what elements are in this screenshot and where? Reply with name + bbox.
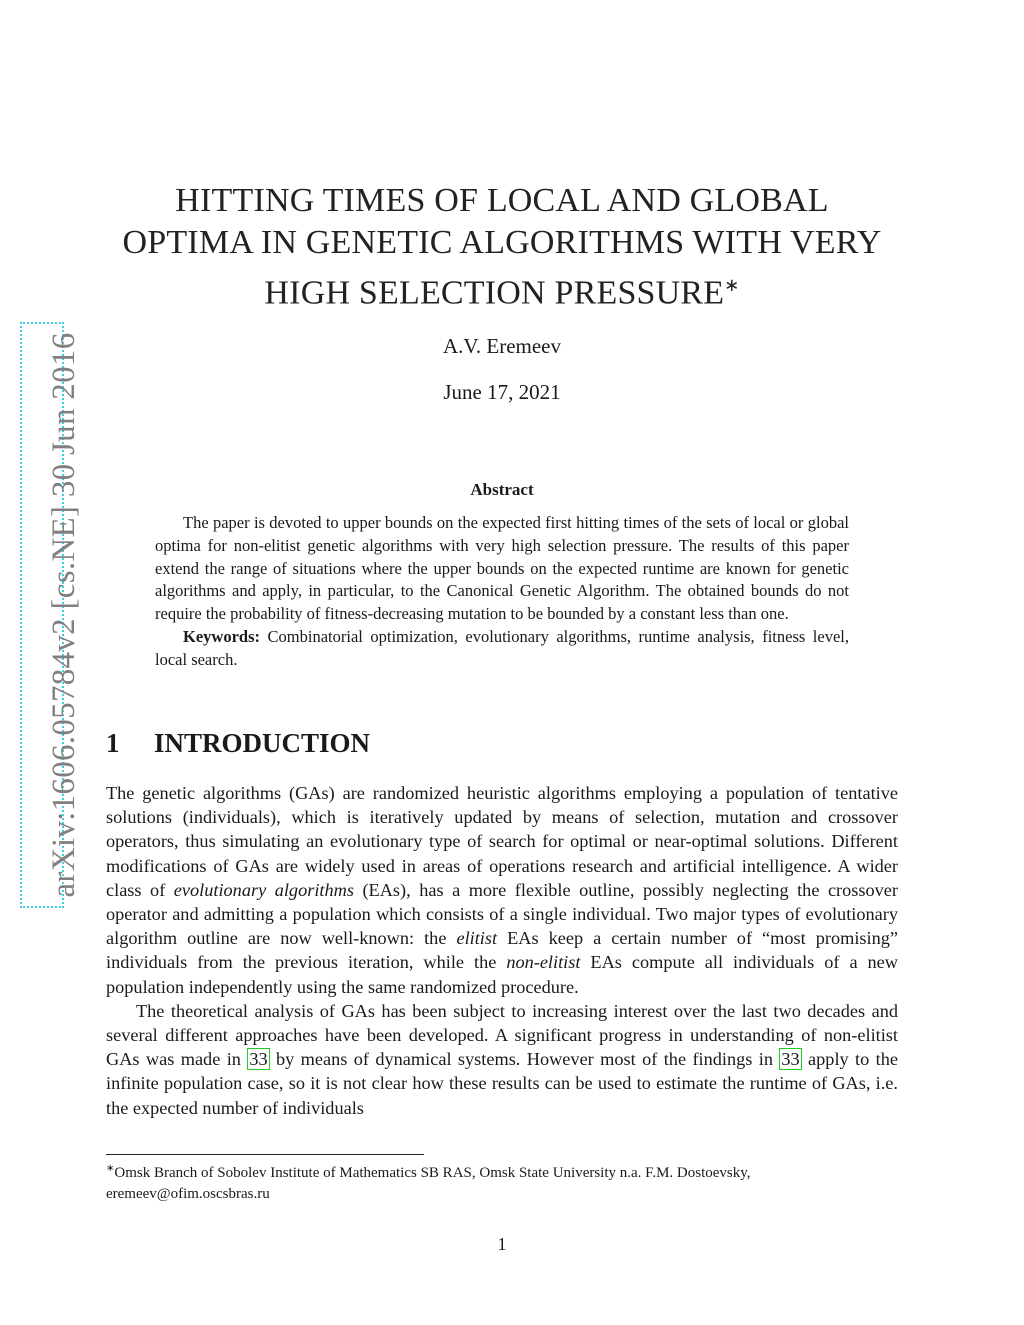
citation-link[interactable]: 33 bbox=[781, 1049, 800, 1070]
title-line-text: HIGH SELECTION PRESSURE bbox=[264, 274, 725, 312]
section-number: 1 bbox=[106, 728, 120, 758]
keywords bbox=[155, 626, 849, 672]
intro-body bbox=[106, 781, 898, 1120]
emphasis: evolutionary algorithms bbox=[173, 879, 354, 900]
text-run: (EAs), has a more flexible outline, possibly neglecting the crossover operator and admitting a population which consists of a single individual. Two major types of evolutionary algorithm outline are now well-known: the bbox=[106, 879, 898, 949]
title-line: OPTIMA IN GENETIC ALGORITHMS WITH VERY bbox=[122, 224, 882, 261]
abstract-text: The paper is devoted to upper bounds on the expected first hitting times of the sets of local or global optima for non-elitist genetic algorithms with very high selection pressure. The results of this paper extend the range of situations where the upper bounds on the expected runtime are known for genetic algorithms and apply, in particular, to the Canonical Genetic Algorithm. The obtained bounds do not require the probability of fitness-decreasing mutation to be bounded by a constant less than one. bbox=[155, 513, 849, 624]
text-run: by means of dynamical systems. However most of the findings in bbox=[269, 1049, 780, 1070]
text-run: EAs compute all individuals of a new population independently using the same randomized procedure. bbox=[106, 952, 898, 997]
section-title: INTRODUCTION bbox=[154, 728, 371, 758]
footnote-rule bbox=[106, 1154, 424, 1155]
keywords-text: Combinatorial optimization, evolutionary algorithms, runtime analysis, fitness level, local search. bbox=[155, 626, 849, 669]
footnote bbox=[106, 1158, 898, 1205]
emphasis: elitist bbox=[456, 928, 498, 949]
paragraph bbox=[106, 781, 898, 999]
footnote-text: Omsk Branch of Sobolev Institute of Mathematics SB RAS, Omsk State University n.a. F.M. Dostoevsky, eremeev@ofim.oscsbras.ru bbox=[106, 1165, 751, 1202]
paragraph bbox=[106, 999, 898, 1120]
keywords-label: Keywords: bbox=[183, 626, 260, 646]
text-run: The genetic algorithms (GAs) are randomized heuristic algorithms employing a population of tentative solutions (individuals), which is iteratively updated by means of selection, mutation and crossover operators, thus simulating an evolutionary type of search for optimal or near-optimal solutions. Different modifications of GAs are widely used in areas of operations research and artificial intelligence. A wider class of bbox=[106, 783, 898, 900]
citation-link[interactable]: 33 bbox=[249, 1049, 268, 1070]
author: A.V. Eremeev bbox=[443, 334, 561, 358]
abstract bbox=[155, 512, 849, 672]
arxiv-stamp-text[interactable]: arXiv:1606.05784v2 [cs.NE] 30 Jun 2016 bbox=[46, 332, 82, 898]
abstract-heading: Abstract bbox=[470, 480, 534, 499]
title-line bbox=[100, 264, 904, 314]
section-heading bbox=[106, 728, 906, 759]
footnote-mark: ∗ bbox=[106, 1163, 115, 1174]
title-line: HITTING TIMES OF LOCAL AND GLOBAL bbox=[175, 182, 829, 219]
text-run: EAs keep a certain number of “most promising” individuals from the previous iteration, while the bbox=[106, 928, 898, 973]
emphasis: non-elitist bbox=[506, 952, 581, 973]
text-run: apply to the infinite population case, so it is not clear how these results can be used to estimate the runtime of GAs, i.e. the expected number of individuals bbox=[106, 1049, 898, 1118]
page-number: 1 bbox=[497, 1234, 507, 1254]
paper-title bbox=[100, 180, 904, 314]
title-footnote-mark: ∗ bbox=[724, 275, 740, 295]
text-run: The theoretical analysis of GAs has been subject to increasing interest over the last two decades and several different approaches have been developed. A significant progress in understanding of non-elitist GAs was made in bbox=[106, 1000, 898, 1070]
date: June 17, 2021 bbox=[443, 380, 561, 404]
